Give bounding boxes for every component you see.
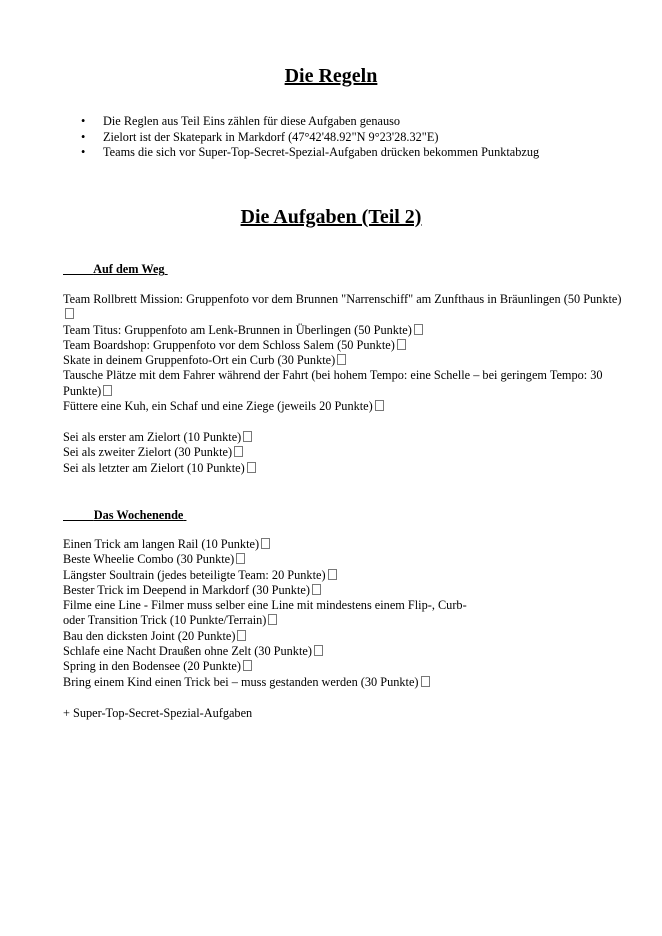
heading-indent <box>63 262 93 276</box>
checkbox-icon <box>421 676 430 687</box>
checkbox-icon <box>312 584 321 595</box>
task-text: Beste Wheelie Combo (30 Punkte) <box>63 552 235 567</box>
task-item <box>63 338 623 353</box>
task-text: Schlafe eine Nacht Draußen ohne Zelt (30 Punkte) <box>63 644 312 659</box>
task-item <box>63 659 623 674</box>
section-heading-wochenende <box>63 508 186 523</box>
task-item <box>63 461 623 476</box>
task-item <box>63 675 623 690</box>
task-item <box>63 399 623 414</box>
checkbox-icon <box>234 446 243 457</box>
task-text: Sei als zweiter Zielort (30 Punkte) <box>63 445 233 460</box>
checkbox-icon <box>103 385 112 396</box>
task-text: Tausche Plätze mit dem Fahrer während der Fahrt (bei hohem Tempo: eine Schelle – bei geringem Tempo: 30 Punkte) <box>63 368 603 398</box>
task-item <box>63 445 623 460</box>
rule-item <box>62 145 642 161</box>
checkbox-icon <box>414 324 423 335</box>
checkbox-icon <box>375 400 384 411</box>
task-item <box>63 552 623 567</box>
task-item <box>63 368 623 399</box>
checkbox-icon <box>236 553 245 564</box>
heading-indent <box>63 508 94 522</box>
checkbox-icon <box>337 354 346 365</box>
task-text: Bester Trick im Deepend in Markdorf (30 Punkte) <box>63 582 310 597</box>
task-item <box>63 644 623 659</box>
checkbox-icon <box>397 339 406 350</box>
checkbox-icon <box>261 538 270 549</box>
rules-list <box>62 114 642 161</box>
checkbox-icon <box>243 431 252 442</box>
task-item <box>63 598 473 629</box>
task-item <box>63 537 623 552</box>
checkbox-icon <box>243 660 252 671</box>
task-text: Filme eine Line - Filmer muss selber eine Line mit mindestens einem Flip-, Curb- oder Transition Trick (10 Punkte/Terrain) <box>63 598 467 628</box>
task-text: Bring einem Kind einen Trick bei – muss gestanden werden (30 Punkte) <box>63 674 419 689</box>
bullet-icon: • <box>81 129 86 144</box>
task-text: Längster Soultrain (jedes beteiligte Team: 20 Punkte) <box>63 567 326 582</box>
task-text: Sei als letzter am Zielort (10 Punkte) <box>63 460 245 475</box>
task-text: Sei als erster am Zielort (10 Punkte) <box>63 430 242 444</box>
checkbox-icon <box>328 569 337 580</box>
task-list-wochenende <box>63 537 623 690</box>
rule-item <box>62 130 642 146</box>
task-text: Füttere eine Kuh, ein Schaf und eine Ziege (jeweils 20 Punkte) <box>63 399 373 414</box>
checkbox-icon <box>65 308 74 319</box>
secret-tasks-note: + Super-Top-Secret-Spezial-Aufgaben <box>63 706 253 720</box>
section-heading-text: Auf dem Weg <box>93 262 165 276</box>
section-heading-weg <box>63 262 168 277</box>
task-list-zielort <box>63 430 623 476</box>
rule-text: Zielort ist der Skatepark in Markdorf (47°42'48.92"N 9°23'28.32"E) <box>103 129 439 144</box>
section-heading-text: Das Wochenende <box>93 508 184 522</box>
checkbox-icon <box>268 614 277 625</box>
task-item <box>63 323 623 338</box>
checkbox-icon <box>247 462 256 473</box>
task-text: Team Rollbrett Mission: Gruppenfoto vor dem Brunnen "Narrenschiff" am Zunfthaus in Bräunlingen (50 Punkte) <box>63 292 622 306</box>
task-item <box>63 568 623 583</box>
task-text: Einen Trick am langen Rail (10 Punkte) <box>63 537 260 551</box>
task-text: Team Titus: Gruppenfoto am Lenk-Brunnen in Überlingen (50 Punkte) <box>63 322 412 337</box>
task-item <box>63 292 623 323</box>
bullet-icon: • <box>81 145 86 159</box>
rules-title: Die Regeln <box>284 65 378 87</box>
checkbox-icon <box>314 645 323 656</box>
task-item <box>63 629 623 644</box>
task-text: Spring in den Bodensee (20 Punkte) <box>63 659 241 674</box>
checkbox-icon <box>237 630 246 641</box>
task-item <box>63 583 623 598</box>
task-text: Skate in deinem Gruppenfoto-Ort ein Curb (30 Punkte) <box>63 353 336 368</box>
rule-text: Die Reglen aus Teil Eins zählen für diese Aufgaben genauso <box>103 114 401 128</box>
task-text: Team Boardshop: Gruppenfoto vor dem Schloss Salem (50 Punkte) <box>63 337 395 352</box>
bullet-icon: • <box>81 114 86 128</box>
task-text: Bau den dicksten Joint (20 Punkte) <box>63 628 236 643</box>
task-item <box>63 430 623 445</box>
rule-item <box>62 114 642 130</box>
task-item <box>63 353 623 368</box>
tasks-title: Die Aufgaben (Teil 2) <box>240 206 422 228</box>
task-list-weg <box>63 292 623 414</box>
rule-text: Teams die sich vor Super-Top-Secret-Spezial-Aufgaben drücken bekommen Punktabzug <box>103 145 540 159</box>
